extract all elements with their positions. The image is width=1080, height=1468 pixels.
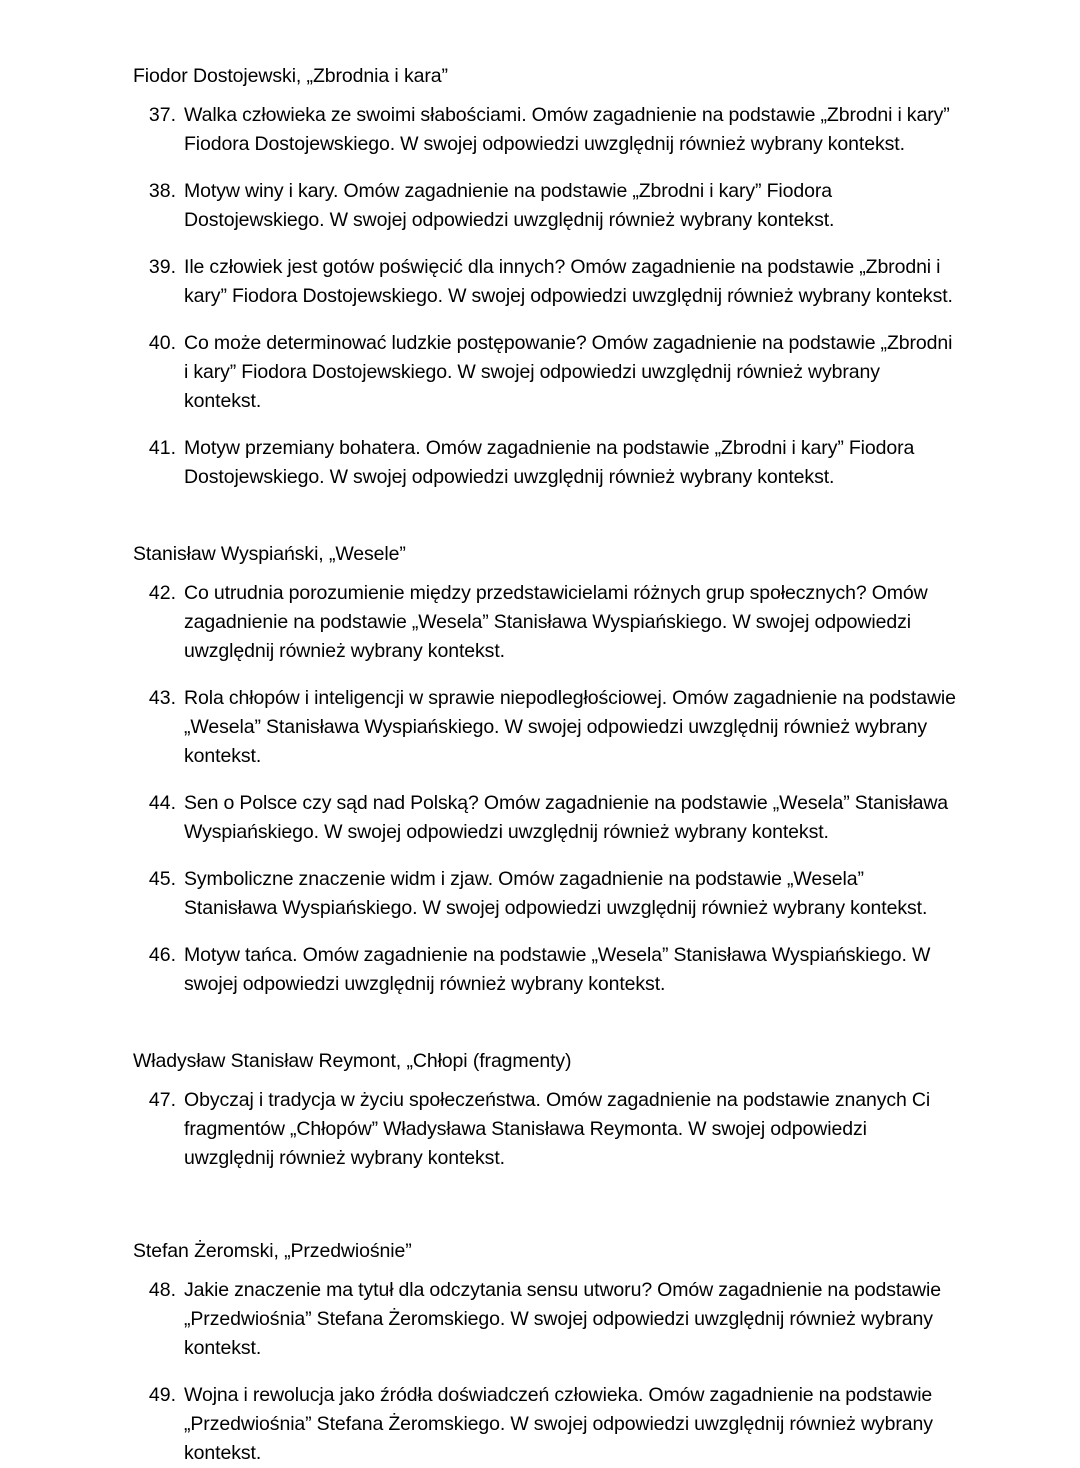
topic-list [133,101,960,492]
list-item [133,1276,960,1363]
list-item [133,865,960,923]
topic-list [133,1086,960,1173]
topic-number: 46. [148,944,176,966]
topic-number: 38. [148,180,176,202]
section-reymont [133,1047,960,1173]
topic-number: 39. [148,256,176,278]
topic-text: Wojna i rewolucja jako źródła doświadczeń człowieka. Omów zagadnienie na podstawie „Przedwiośnia” Stefana Żeromskiego. W swojej odpowiedzi uwzględnij również wybrany kontekst. [184,1384,933,1464]
topic-number: 44. [148,792,176,814]
topic-text: Motyw tańca. Omów zagadnienie na podstawie „Wesela” Stanisława Wyspiańskiego. W swojej odpowiedzi uwzględnij również wybrany kontekst. [184,944,931,995]
topic-text: Motyw winy i kary. Omów zagadnienie na podstawie „Zbrodni i kary” Fiodora Dostojewskiego. W swojej odpowiedzi uwzględnij również wybrany kontekst. [184,180,835,231]
topic-number: 48. [148,1279,176,1301]
topic-text: Ile człowiek jest gotów poświęcić dla innych? Omów zagadnienie na podstawie „Zbrodni i kary” Fiodora Dostojewskiego. W swojej odpowiedzi uwzględnij również wybrany kontekst. [184,256,953,307]
topic-number: 42. [148,582,176,604]
list-item [133,329,960,416]
section-heading: Władysław Stanisław Reymont, „Chłopi (fragmenty) [133,1050,572,1072]
section-dostojewski [133,62,960,492]
topic-text: Sen o Polsce czy sąd nad Polską? Omów zagadnienie na podstawie „Wesela” Stanisława Wyspiańskiego. W swojej odpowiedzi uwzględnij również wybrany kontekst. [184,792,949,843]
list-item [133,941,960,999]
topic-number: 45. [148,868,176,890]
topic-number: 49. [148,1384,176,1406]
topic-text: Co utrudnia porozumienie między przedstawicielami różnych grup społecznych? Omów zagadnienie na podstawie „Wesela” Stanisława Wyspiańskiego. W swojej odpowiedzi uwzględnij również wybrany kontekst. [184,582,928,662]
list-item [133,434,960,492]
topic-number: 37. [148,104,176,126]
list-item [133,177,960,235]
list-item [133,1381,960,1468]
topic-list [133,579,960,999]
topic-number: 41. [148,437,176,459]
list-item [133,579,960,666]
topic-text: Jakie znaczenie ma tytuł dla odczytania sensu utworu? Omów zagadnienie na podstawie „Przedwiośnia” Stefana Żeromskiego. W swojej odpowiedzi uwzględnij również wybrany kontekst. [184,1279,941,1359]
list-item [133,789,960,847]
topic-list [133,1276,960,1468]
section-heading: Stanisław Wyspiański, „Wesele” [133,543,406,565]
section-wyspianski [133,540,960,999]
list-item [133,684,960,771]
list-item [133,101,960,159]
topic-text: Motyw przemiany bohatera. Omów zagadnienie na podstawie „Zbrodni i kary” Fiodora Dostojewskiego. W swojej odpowiedzi uwzględnij również wybrany kontekst. [184,437,915,488]
topic-number: 43. [148,687,176,709]
topic-text: Obyczaj i tradycja w życiu społeczeństwa. Omów zagadnienie na podstawie znanych Ci fragmentów „Chłopów” Władysława Stanisława Reymonta. W swojej odpowiedzi uwzględnij również wybrany kontekst. [184,1089,931,1169]
topic-number: 40. [148,332,176,354]
topic-number: 47. [148,1089,176,1111]
topic-text: Co może determinować ludzkie postępowanie? Omów zagadnienie na podstawie „Zbrodni i kary” Fiodora Dostojewskiego. W swojej odpowiedzi uwzględnij również wybrany kontekst. [184,332,953,412]
topic-text: Walka człowieka ze swoimi słabościami. Omów zagadnienie na podstawie „Zbrodni i kary” Fiodora Dostojewskiego. W swojej odpowiedzi uwzględnij również wybrany kontekst. [184,104,950,155]
section-zeromski [133,1237,960,1468]
section-heading: Fiodor Dostojewski, „Zbrodnia i kara” [133,65,448,87]
list-item [133,253,960,311]
list-item [133,1086,960,1173]
topic-text: Rola chłopów i inteligencji w sprawie niepodległościowej. Omów zagadnienie na podstawie „Wesela” Stanisława Wyspiańskiego. W swojej odpowiedzi uwzględnij również wybrany kontekst. [184,687,956,767]
topic-text: Symboliczne znaczenie widm i zjaw. Omów zagadnienie na podstawie „Wesela” Stanisława Wyspiańskiego. W swojej odpowiedzi uwzględnij również wybrany kontekst. [184,868,928,919]
section-heading: Stefan Żeromski, „Przedwiośnie” [133,1240,412,1262]
